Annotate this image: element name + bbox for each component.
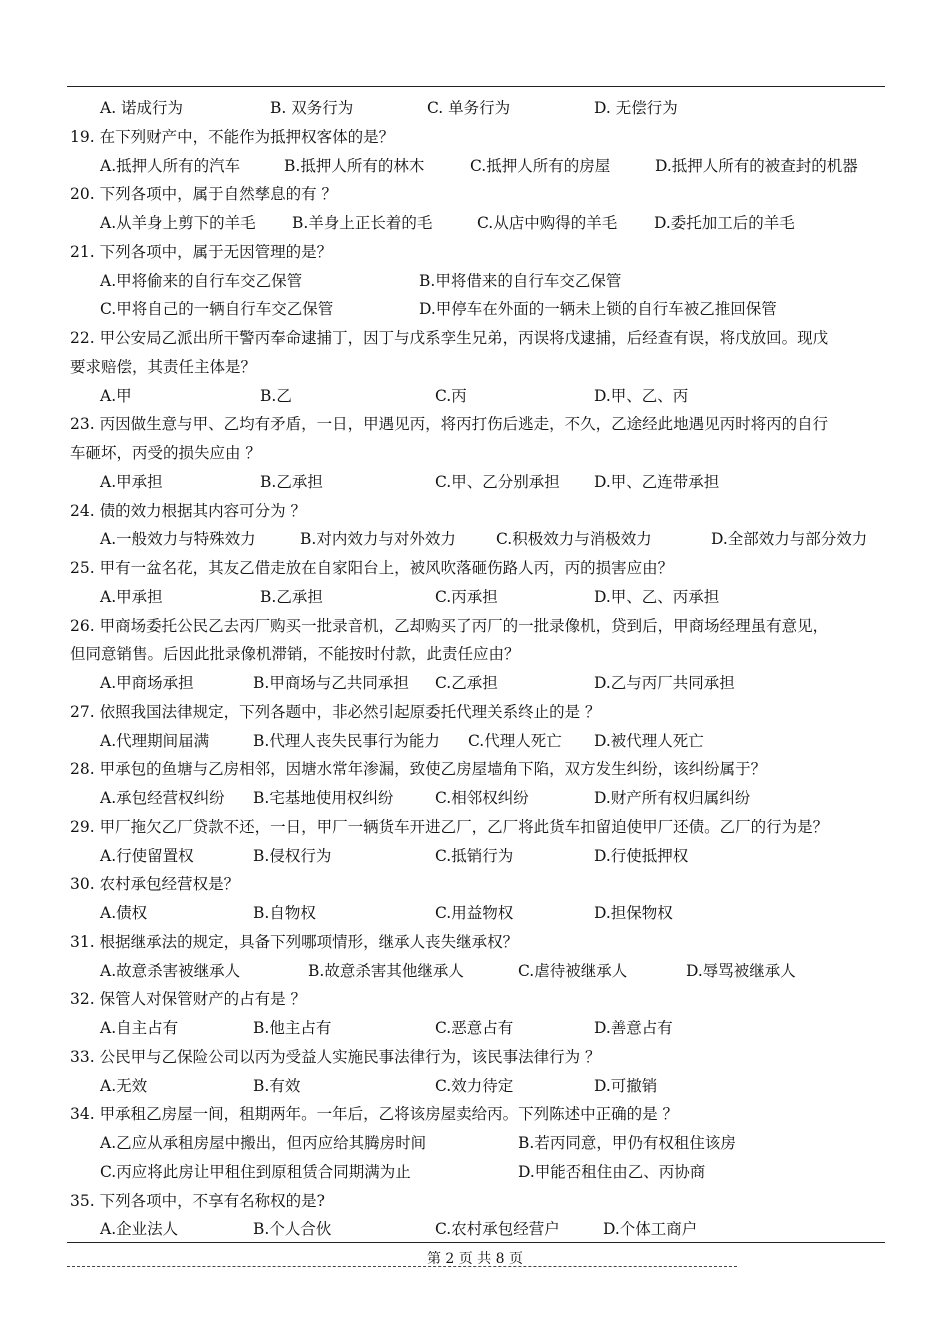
option-text: A.从羊身上剪下的羊毛 — [100, 214, 256, 232]
option-text: B.若丙同意，甲仍有权租住该房 — [518, 1134, 736, 1152]
option-text: C.代理人死亡 — [468, 731, 562, 750]
option-text: C.积极效力与消极效力 — [496, 530, 652, 549]
question-text: 24. 债的效力根据其内容可分为 ？ — [70, 501, 307, 520]
header-rule — [67, 86, 885, 87]
option-text: A.甲承担 — [100, 587, 163, 606]
option-text: C.丙承担 — [435, 587, 498, 606]
question-text: 33. 公民甲与乙保险公司以丙为受益人实施民事法律行为，该民事法律行为 ？ — [70, 1047, 601, 1066]
options-row — [70, 468, 888, 497]
option-text: D.委托加工后的羊毛 — [654, 214, 795, 232]
question-text: 27. 依照我国法律规定，下列各题中，非必然引起原委托代理关系终止的是 ？ — [70, 702, 601, 721]
option-text: C.抵押人所有的房屋 — [470, 156, 611, 175]
option-text: D.善意占有 — [594, 1019, 673, 1037]
option-text: A.承包经营权纠纷 — [100, 789, 225, 807]
option-text: C.用益物权 — [435, 904, 514, 922]
question-text: 22. 甲公安局乙派出所干警丙奉命逮捕丁，因丁与戊系孪生兄弟，丙误将戊逮捕，后经查有误，将戊放回。现戊 — [70, 329, 829, 347]
option-text: C.虐待被继承人 — [518, 961, 628, 980]
options-row — [70, 784, 888, 813]
options-row — [70, 899, 888, 928]
option-text: A.企业法人 — [100, 1220, 179, 1239]
question-continuation: 要求赔偿，其责任主体是？ — [70, 357, 257, 376]
option-text: D.甲、乙、丙承担 — [594, 587, 720, 606]
question-text: 25. 甲有一盆名花，其友乙借走放在自家阳台上，被风吹落砸伤路人丙，丙的损害应由？ — [70, 559, 674, 577]
option-text: A.故意杀害被继承人 — [100, 961, 241, 980]
option-text: A.抵押人所有的汽车 — [100, 156, 241, 175]
options-row — [70, 957, 888, 986]
option-text: D.甲、乙、丙 — [594, 386, 689, 405]
option-text: C.乙承担 — [435, 674, 498, 692]
question-text: 26. 甲商场委托公民乙去丙厂购买一批录音机，乙却购买了丙厂的一批录像机，贷到后，甲商场经理虽有意见， — [70, 616, 829, 635]
options-row — [70, 1215, 888, 1244]
options-row — [70, 1014, 888, 1043]
option-text: A.甲 — [100, 386, 132, 405]
option-text: A.一般效力与特殊效力 — [100, 530, 256, 549]
option-text: A.行使留置权 — [100, 846, 194, 865]
option-text: C.丙 — [435, 386, 467, 405]
option-text: D.乙与丙厂共同承担 — [594, 674, 735, 692]
option-text: C.抵销行为 — [435, 846, 514, 865]
question-text: 23. 丙因做生意与甲、乙均有矛盾，一日，甲遇见丙，将丙打伤后逃走，不久，乙途经此地遇见丙时将丙的自行 — [70, 415, 829, 434]
question-text: 32. 保管人对保管财产的占有是 ？ — [70, 990, 307, 1009]
question-continuation: 车砸坏，丙受的损失应由 ？ — [70, 444, 261, 462]
options-row — [70, 525, 888, 554]
option-text: A.自主占有 — [100, 1019, 179, 1037]
option-text: B.乙承担 — [260, 587, 323, 606]
option-text: A.债权 — [100, 904, 148, 922]
option-text: B.羊身上正长着的毛 — [292, 214, 433, 232]
options-row — [70, 382, 888, 411]
option-text: B.个人合伙 — [253, 1220, 332, 1239]
options-row — [70, 669, 888, 698]
page-number: 第 2 页 共 8 页 — [426, 1251, 524, 1267]
question-text: 21. 下列各项中，属于无因管理的是？ — [70, 242, 333, 261]
option-text: D.甲能否租住由乙、丙协商 — [518, 1162, 706, 1181]
options-row — [70, 295, 888, 324]
options-row — [70, 1072, 888, 1101]
question-text: 34. 甲承租乙房屋一间，租期两年。一年后，乙将该房屋卖给丙。下列陈述中正确的是 ？ — [70, 1105, 679, 1124]
option-text: B.自物权 — [253, 904, 316, 922]
option-text: B.乙 — [260, 386, 292, 405]
option-text: C.农村承包经营户 — [435, 1220, 560, 1239]
options-row — [70, 842, 888, 871]
question-continuation: 但同意销售。后因此批录像机滞销，不能按时付款，此责任应由？ — [70, 645, 520, 664]
options-row — [70, 267, 888, 296]
options-row — [70, 209, 888, 238]
option-text: C.从店中购得的羊毛 — [477, 214, 618, 232]
option-text: D.担保物权 — [594, 904, 673, 922]
option-text: C.恶意占有 — [435, 1019, 514, 1037]
options-row — [70, 583, 888, 612]
option-text: D.可撤销 — [594, 1076, 658, 1095]
option-text: B.侵权行为 — [253, 846, 332, 865]
option-text: B.他主占有 — [253, 1019, 332, 1037]
option-text: D.辱骂被继承人 — [686, 961, 796, 980]
option-text: B.宅基地使用权纠纷 — [253, 789, 394, 807]
option-text: D.甲、乙连带承担 — [594, 472, 720, 491]
options-row — [70, 94, 888, 123]
options-row — [70, 1158, 888, 1187]
question-text: 35. 下列各项中，不享有名称权的是? — [70, 1191, 325, 1210]
option-text: D.个体工商户 — [603, 1220, 698, 1239]
option-text: D.财产所有权归属纠纷 — [594, 789, 751, 807]
option-text: B.有效 — [253, 1076, 301, 1095]
options-row — [70, 152, 888, 181]
option-text: A.乙应从承租房屋中搬出，但丙应给其腾房时间 — [100, 1134, 427, 1152]
option-text: B.代理人丧失民事行为能力 — [253, 731, 440, 750]
question-text: 29. 甲厂拖欠乙厂贷款不还，一日，甲厂一辆货车开进乙厂，乙厂将此货车扣留迫使甲厂还债。乙厂的行为是？ — [70, 817, 829, 836]
question-text: 28. 甲承包的鱼塘与乙房相邻，因塘水常年渗漏，致使乙房屋墙角下陷，双方发生纠纷，该纠纷属于？ — [70, 760, 767, 779]
option-text: A.甲商场承担 — [100, 674, 194, 692]
option-text: A. 诺成行为 — [100, 99, 184, 117]
option-text: B.甲将借来的自行车交乙保管 — [419, 271, 622, 290]
question-text: 20. 下列各项中，属于自然孳息的有 ？ — [70, 185, 338, 204]
option-text: D.抵押人所有的被查封的机器 — [655, 156, 858, 175]
option-text: B.甲商场与乙共同承担 — [253, 674, 409, 692]
options-row — [70, 727, 888, 756]
footer-rule — [67, 1242, 885, 1243]
option-text: C.甲将自己的一辆自行车交乙保管 — [100, 300, 334, 319]
option-text: A.代理期间届满 — [100, 731, 210, 750]
option-text: C. 单务行为 — [427, 99, 511, 117]
question-text: 19. 在下列财产中，不能作为抵押权客体的是？ — [70, 127, 395, 146]
options-row — [70, 1129, 888, 1158]
option-text: D.甲停车在外面的一辆未上锁的自行车被乙推回保管 — [419, 300, 777, 319]
option-text: A.甲承担 — [100, 472, 163, 491]
option-text: C.丙应将此房让甲租住到原租赁合同期满为止 — [100, 1162, 411, 1181]
question-text: 30. 农村承包经营权是？ — [70, 875, 240, 894]
option-text: D. 无偿行为 — [594, 99, 678, 117]
option-text: B.对内效力与对外效力 — [300, 530, 456, 549]
dashed-divider — [67, 1266, 737, 1267]
option-text: C.甲、乙分别承担 — [435, 472, 560, 491]
question-text: 31. 根据继承法的规定，具备下列哪项情形，继承人丧失继承权？ — [70, 932, 519, 951]
option-text: D.行使抵押权 — [594, 846, 689, 865]
option-text: A.无效 — [100, 1076, 148, 1095]
option-text: B.故意杀害其他继承人 — [308, 961, 464, 980]
option-text: B. 双务行为 — [270, 99, 354, 117]
option-text: C.相邻权纠纷 — [435, 789, 529, 807]
option-text: A.甲将偷来的自行车交乙保管 — [100, 271, 303, 290]
option-text: D.全部效力与部分效力 — [711, 530, 868, 549]
option-text: B.抵押人所有的林木 — [284, 156, 425, 175]
option-text: C.效力待定 — [435, 1076, 514, 1095]
question-list — [70, 94, 888, 1244]
option-text: B.乙承担 — [260, 472, 323, 491]
option-text: D.被代理人死亡 — [594, 731, 704, 750]
